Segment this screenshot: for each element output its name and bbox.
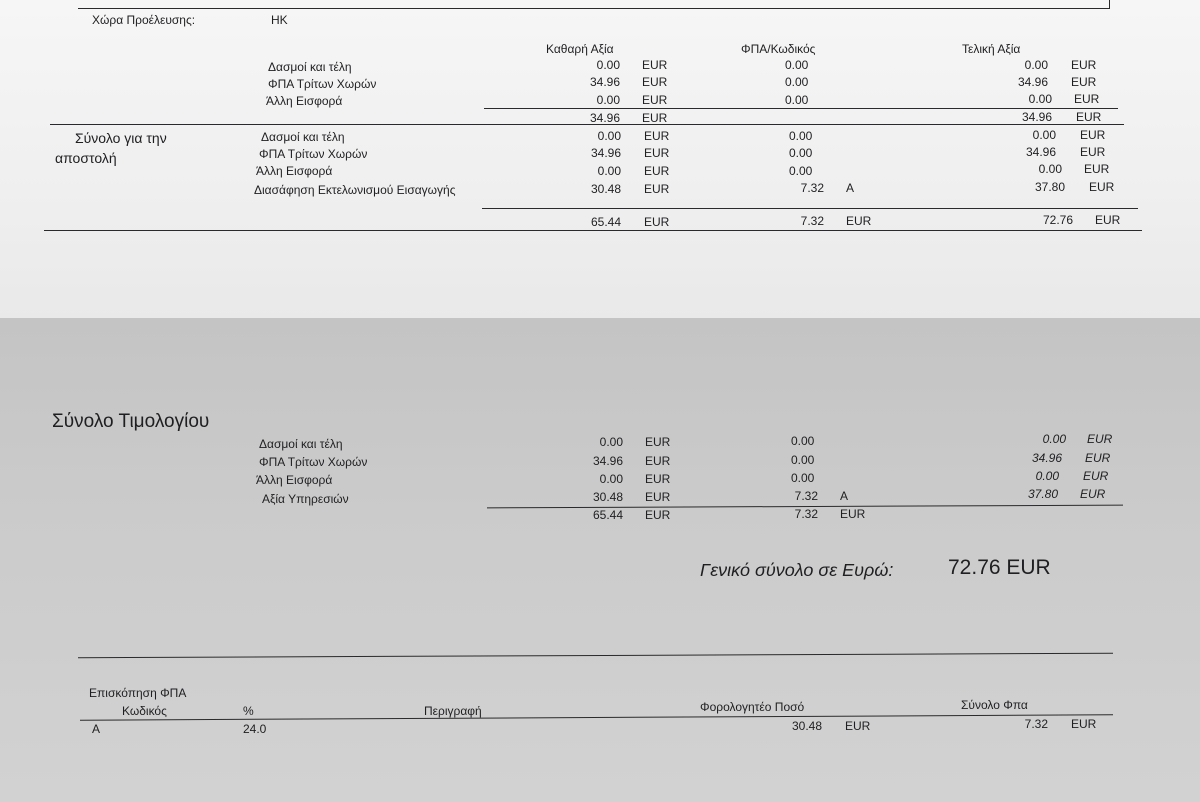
- row-net-currency: EUR: [642, 75, 668, 89]
- total-vat-currency: EUR: [846, 214, 872, 228]
- invoice-title: Σύνολο Τιμολογίου: [52, 411, 210, 432]
- row-final-currency: EUR: [1074, 92, 1100, 106]
- row-final: 0.00: [1028, 92, 1052, 106]
- row-net-currency: EUR: [644, 164, 670, 178]
- row-vat: 0.00: [785, 75, 809, 89]
- total-vat: 7.32: [800, 214, 824, 228]
- vat-row-taxable: 30.48: [791, 719, 822, 733]
- row-net: 0.00: [599, 472, 623, 486]
- row-vat: 0.00: [791, 471, 815, 485]
- vat-row-taxable-currency: EUR: [845, 719, 871, 733]
- origin-label: Χώρα Προέλευσης:: [92, 13, 196, 27]
- total-net: 65.44: [590, 215, 621, 229]
- row-final-currency: EUR: [1087, 432, 1113, 446]
- section1-bottom-line: [50, 124, 1124, 125]
- row-final-currency: EUR: [1071, 75, 1097, 89]
- row-net: 0.00: [599, 435, 623, 449]
- shipment-title-line2: αποστολή: [55, 150, 117, 166]
- row-vat: 0.00: [791, 434, 815, 448]
- row-net: 30.48: [592, 490, 623, 504]
- vat-header-total: Σύνολο Φπα: [961, 698, 1028, 712]
- row-net-currency: EUR: [645, 435, 671, 449]
- section1-subtotal-line: [484, 108, 1118, 109]
- row-vat: 7.32: [794, 489, 818, 503]
- row-net: 0.00: [597, 164, 621, 178]
- grand-total-value: 72.76 EUR: [948, 556, 1051, 579]
- row-net: 0.00: [596, 93, 620, 107]
- header-vat: ΦΠΑ/Κωδικός: [741, 42, 816, 56]
- row-net: 30.48: [590, 182, 621, 196]
- grand-total-label: Γενικό σύνολο σε Ευρώ:: [700, 560, 894, 580]
- row-label: Διασάφηση Εκτελωνισμού Εισαγωγής: [254, 183, 456, 197]
- total-vat: 7.32: [794, 507, 818, 521]
- row-vat: 0.00: [789, 164, 813, 178]
- row-vat-code: A: [846, 181, 855, 195]
- vat-row-total-currency: EUR: [1071, 717, 1097, 731]
- vat-row-code: A: [92, 722, 101, 736]
- vat-header-code: Κωδικός: [122, 704, 167, 718]
- total-net-currency: EUR: [644, 215, 670, 229]
- row-final: 34.96: [1017, 75, 1048, 89]
- row-vat: 0.00: [785, 93, 809, 107]
- row-net-currency: EUR: [642, 93, 668, 107]
- row-label: Άλλη Εισφορά: [256, 473, 333, 487]
- header-net: Καθαρή Αξία: [546, 42, 614, 56]
- row-final: 0.00: [1042, 432, 1066, 446]
- row-final: 0.00: [1038, 162, 1062, 176]
- row-net: 0.00: [597, 129, 621, 143]
- row-net-currency: EUR: [645, 490, 671, 504]
- row-final-currency: EUR: [1089, 180, 1115, 194]
- row-final: 0.00: [1024, 58, 1048, 72]
- row-final-currency: EUR: [1080, 145, 1106, 159]
- total-net-currency: EUR: [642, 111, 668, 125]
- header-final: Τελική Αξία: [962, 42, 1021, 56]
- row-vat: 0.00: [791, 453, 815, 467]
- total-net: 65.44: [592, 508, 623, 522]
- row-label: Δασμοί και τέλη: [268, 60, 352, 74]
- row-vat: 0.00: [789, 129, 813, 143]
- row-final: 0.00: [1032, 128, 1056, 142]
- row-final-currency: EUR: [1080, 128, 1106, 142]
- row-net-currency: EUR: [645, 472, 671, 486]
- row-vat: 0.00: [785, 58, 809, 72]
- vat-row-total: 7.32: [1024, 717, 1048, 731]
- row-final: 34.96: [1025, 145, 1056, 159]
- row-final-currency: EUR: [1085, 451, 1111, 465]
- shipment-title-line1: Σύνολο για την: [75, 130, 167, 146]
- row-final: 0.00: [1035, 469, 1059, 483]
- total-final-currency: EUR: [1076, 110, 1102, 124]
- total-net: 34.96: [589, 111, 620, 125]
- row-net-currency: EUR: [645, 454, 671, 468]
- total-final-currency: EUR: [1095, 213, 1121, 227]
- row-vat-code: A: [840, 489, 849, 503]
- row-final-currency: EUR: [1071, 58, 1097, 72]
- vat-header-taxable: Φορολογητέο Ποσό: [700, 700, 805, 714]
- row-label: ΦΠΑ Τρίτων Χωρών: [268, 77, 377, 91]
- vat-header-percent: %: [243, 704, 254, 718]
- row-label: Άλλη Εισφορά: [256, 164, 333, 178]
- total-net-currency: EUR: [645, 508, 671, 522]
- row-net: 34.96: [589, 75, 620, 89]
- total-vat-currency: EUR: [840, 507, 866, 521]
- vat-header-description: Περιγραφή: [424, 704, 482, 718]
- total-final: 72.76: [1042, 213, 1073, 227]
- row-final: 34.96: [1031, 451, 1062, 465]
- row-label: ΦΠΑ Τρίτων Χωρών: [259, 147, 368, 161]
- row-final-currency: EUR: [1084, 162, 1110, 176]
- row-final-currency: EUR: [1080, 487, 1106, 501]
- row-vat: 0.00: [789, 146, 813, 160]
- origin-value: HK: [271, 13, 288, 27]
- row-label: Δασμοί και τέλη: [261, 130, 345, 144]
- row-net-currency: EUR: [644, 182, 670, 196]
- row-net: 34.96: [592, 454, 623, 468]
- row-net: 0.00: [596, 58, 620, 72]
- shipment-bottom-line: [44, 230, 1142, 231]
- row-label: Άλλη Εισφορά: [266, 94, 343, 108]
- row-final: 37.80: [1034, 180, 1065, 194]
- top-box-right-border: [1109, 0, 1110, 9]
- row-final: 37.80: [1027, 487, 1058, 501]
- vat-row-percent: 24.0: [243, 722, 267, 736]
- vat-overview-title: Επισκόπηση ΦΠΑ: [89, 686, 187, 700]
- row-label: Δασμοί και τέλη: [259, 437, 343, 451]
- shipment-subtotal-line: [482, 208, 1138, 209]
- total-final: 34.96: [1021, 110, 1052, 124]
- row-net: 34.96: [590, 146, 621, 160]
- row-final-currency: EUR: [1083, 469, 1109, 483]
- row-vat: 7.32: [800, 181, 824, 195]
- row-net-currency: EUR: [642, 58, 668, 72]
- row-net-currency: EUR: [644, 146, 670, 160]
- row-label: ΦΠΑ Τρίτων Χωρών: [259, 455, 368, 469]
- top-box-bottom-border: [78, 8, 1110, 9]
- row-net-currency: EUR: [644, 129, 670, 143]
- row-label: Αξία Υπηρεσιών: [262, 492, 349, 506]
